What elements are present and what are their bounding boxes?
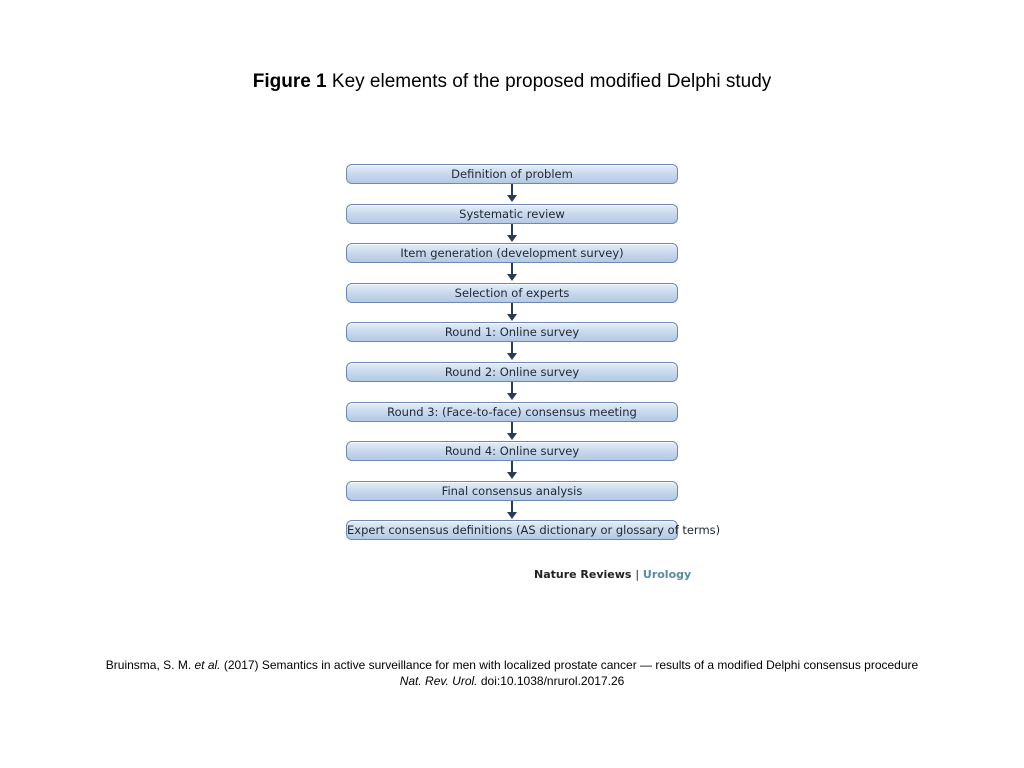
flow-step-7: Round 3: (Face-to-face) consensus meeting [346,402,678,422]
flow-step-8: Round 4: Online survey [346,441,678,461]
flow-step-6: Round 2: Online survey [346,362,678,382]
figure-title [0,70,1024,94]
citation-details: (2017) Semantics in active surveillance for men with localized prostate cancer — results of a modified Delphi consensus procedure [223,658,919,672]
flow-step-10: Expert consensus definitions (AS dictionary or glossary of terms) [346,520,678,540]
arrow-down-icon [507,353,517,360]
flow-step-4: Selection of experts [346,283,678,303]
flow-step-9: Final consensus analysis [346,481,678,501]
figure-title-text: Key elements of the proposed modified Delphi study [331,71,772,92]
citation-etal: et al. [194,658,221,672]
figure-label: Figure 1 [252,71,327,92]
citation-line-1 [0,657,1024,673]
journal-credit [534,568,692,581]
citation-authors: Bruinsma, S. M. [105,658,192,672]
flow-step-2: Systematic review [346,204,678,224]
flow-step-3: Item generation (development survey) [346,243,678,263]
arrow-down-icon [507,512,517,519]
citation-doi: doi:10.1038/nrurol.2017.26 [480,674,625,688]
arrow-down-icon [507,314,517,321]
arrow-down-icon [507,195,517,202]
arrow-down-icon [507,274,517,281]
journal-separator: | [635,568,640,581]
flow-step-1: Definition of problem [346,164,678,184]
flow-step-5: Round 1: Online survey [346,322,678,342]
arrow-down-icon [507,433,517,440]
arrow-down-icon [507,393,517,400]
citation [0,657,1024,689]
journal-subject: Urology [642,568,692,581]
arrow-down-icon [507,235,517,242]
journal-name: Nature Reviews [534,568,632,581]
citation-line-2 [0,673,1024,689]
citation-journal: Nat. Rev. Urol. [399,674,478,688]
arrow-down-icon [507,472,517,479]
